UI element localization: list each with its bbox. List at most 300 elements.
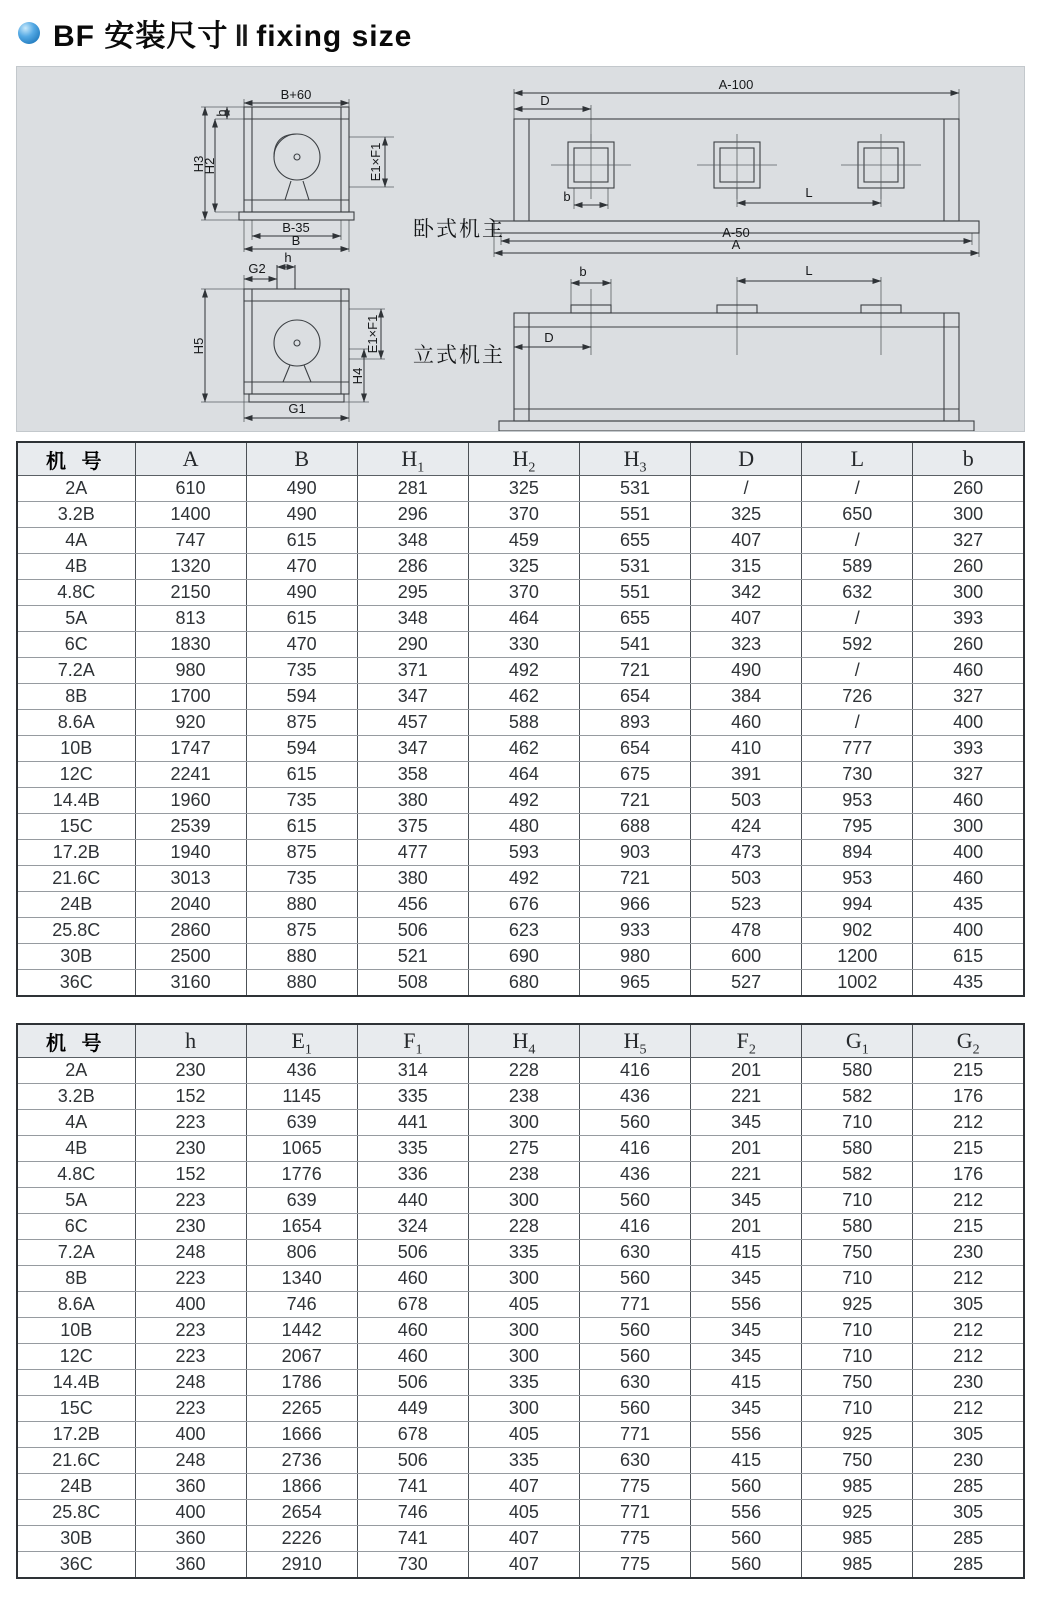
dimension-cell: 300 (468, 1110, 579, 1136)
dimension-cell: 201 (691, 1058, 802, 1084)
model-cell: 4B (17, 554, 135, 580)
dimension-cell: 360 (135, 1474, 246, 1500)
dimension-cell: 1320 (135, 554, 246, 580)
dimension-cell: 747 (135, 528, 246, 554)
dimension-cell: 615 (913, 944, 1024, 970)
dimension-cell: 212 (913, 1318, 1024, 1344)
dimension-cell: 300 (468, 1344, 579, 1370)
dimension-cell: 415 (691, 1240, 802, 1266)
dimension-cell: 2736 (246, 1448, 357, 1474)
table-row (17, 1370, 1024, 1396)
dimension-cell: 556 (691, 1500, 802, 1526)
dimension-cell: 556 (691, 1292, 802, 1318)
model-cell: 14.4B (17, 788, 135, 814)
dimension-cell: 407 (468, 1474, 579, 1500)
dimension-cell: 2500 (135, 944, 246, 970)
dimension-cell: 521 (357, 944, 468, 970)
dim-label-b-plus-60: B+60 (280, 87, 312, 102)
dimension-cell: 1700 (135, 684, 246, 710)
dimension-cell: 3013 (135, 866, 246, 892)
dimension-cell: 460 (357, 1266, 468, 1292)
dimension-cell: 305 (913, 1422, 1024, 1448)
model-cell: 8B (17, 684, 135, 710)
dimension-cell: / (802, 476, 913, 502)
dimension-cell: 410 (691, 736, 802, 762)
dimension-cell: 560 (580, 1344, 691, 1370)
horizontal-unit-label: 卧式机主 (413, 218, 505, 241)
dimension-cell: 460 (357, 1344, 468, 1370)
dimension-cell: 300 (913, 814, 1024, 840)
dimension-cell: 639 (246, 1188, 357, 1214)
dimension-cell: 771 (580, 1422, 691, 1448)
dimension-cell: 676 (468, 892, 579, 918)
dimension-cell: 580 (802, 1136, 913, 1162)
dimension-cell: 335 (468, 1448, 579, 1474)
table-row (17, 1188, 1024, 1214)
table-row (17, 1318, 1024, 1344)
dimension-cell: 735 (246, 658, 357, 684)
table-row (17, 892, 1024, 918)
dimension-cell: 327 (913, 762, 1024, 788)
dimension-cell: 985 (802, 1526, 913, 1552)
model-cell: 4B (17, 1136, 135, 1162)
dimension-cell: 980 (135, 658, 246, 684)
dimension-cell: 795 (802, 814, 913, 840)
dimension-cell: 588 (468, 710, 579, 736)
dimension-cell: / (802, 606, 913, 632)
table-row (17, 1162, 1024, 1188)
dimension-cell: 335 (468, 1240, 579, 1266)
table-row (17, 528, 1024, 554)
model-cell: 10B (17, 736, 135, 762)
dimension-cell: 416 (580, 1058, 691, 1084)
dimension-cell: 556 (691, 1422, 802, 1448)
model-cell: 15C (17, 1396, 135, 1422)
dimension-cell: 345 (691, 1396, 802, 1422)
table-row (17, 1240, 1024, 1266)
dimension-cell: 690 (468, 944, 579, 970)
dim-label-a-minus-100: A-100 (718, 77, 754, 92)
dimension-cell: 176 (913, 1084, 1024, 1110)
dimension-cell: 610 (135, 476, 246, 502)
table-row (17, 944, 1024, 970)
dimension-cell: 594 (246, 684, 357, 710)
table-row (17, 1422, 1024, 1448)
column-header: $H_1$ (357, 442, 468, 476)
dimension-cell: 492 (468, 788, 579, 814)
column-header: $E_1$ (246, 1024, 357, 1058)
dimension-cell: 348 (357, 606, 468, 632)
dimension-cell: 457 (357, 710, 468, 736)
dimension-cell: 1002 (802, 970, 913, 997)
dimension-cell: 2265 (246, 1396, 357, 1422)
dimension-cell: 400 (135, 1292, 246, 1318)
fixing-size-table-secondary-dimensions (16, 1023, 1025, 1579)
dimension-cell: 391 (691, 762, 802, 788)
dimension-cell: 260 (913, 476, 1024, 502)
dimension-cell: 248 (135, 1448, 246, 1474)
dimension-cell: 615 (246, 814, 357, 840)
dimension-cell: 407 (691, 528, 802, 554)
dim-label-l: L (805, 185, 813, 200)
dimension-cell: 460 (691, 710, 802, 736)
table-row (17, 970, 1024, 997)
dimension-cell: 305 (913, 1292, 1024, 1318)
model-cell: 6C (17, 1214, 135, 1240)
dimension-cell: 325 (691, 502, 802, 528)
dimension-cell: 721 (580, 788, 691, 814)
dimension-cell: 462 (468, 684, 579, 710)
dimension-cell: 152 (135, 1162, 246, 1188)
dimension-cell: 893 (580, 710, 691, 736)
vertical-unit-end-view-diagram (187, 251, 412, 431)
table-row (17, 1526, 1024, 1552)
column-header: $H_4$ (468, 1024, 579, 1058)
dimension-cell: 994 (802, 892, 913, 918)
dimension-cell: 894 (802, 840, 913, 866)
table-row (17, 1552, 1024, 1579)
dimension-cell: 300 (468, 1396, 579, 1422)
dimension-cell: 875 (246, 840, 357, 866)
dimension-cell: 405 (468, 1500, 579, 1526)
column-header: $H_5$ (580, 1024, 691, 1058)
dimension-cell: 375 (357, 814, 468, 840)
dimension-cell: 416 (580, 1136, 691, 1162)
model-cell: 12C (17, 762, 135, 788)
dim-label-e1xf1-vertical: E1×F1 (365, 314, 380, 354)
dimension-cell: 335 (468, 1370, 579, 1396)
dim-label-h5: H5 (191, 337, 206, 355)
dimension-cell: 201 (691, 1214, 802, 1240)
table-row (17, 606, 1024, 632)
dimension-cell: 407 (468, 1526, 579, 1552)
dimension-cell: 285 (913, 1526, 1024, 1552)
table-row (17, 684, 1024, 710)
blue-sphere-bullet-icon (18, 22, 40, 44)
dimension-cell: 592 (802, 632, 913, 658)
dimension-cell: / (802, 710, 913, 736)
dimension-cell: 639 (246, 1110, 357, 1136)
column-header: L (802, 442, 913, 476)
dimension-cell: 400 (135, 1500, 246, 1526)
dimension-cell: 300 (468, 1188, 579, 1214)
page-title-separator: ‖ (234, 20, 251, 53)
dimension-cell: 1960 (135, 788, 246, 814)
model-cell: 2A (17, 1058, 135, 1084)
dimension-cell: 903 (580, 840, 691, 866)
model-cell: 14.4B (17, 1370, 135, 1396)
model-cell: 5A (17, 606, 135, 632)
dimension-cell: 710 (802, 1188, 913, 1214)
vertical-unit-label: 立式机主 (413, 344, 505, 367)
table-row (17, 502, 1024, 528)
dimension-cell: 212 (913, 1396, 1024, 1422)
column-header: $H_2$ (468, 442, 579, 476)
table-row (17, 1110, 1024, 1136)
dimension-cell: 655 (580, 606, 691, 632)
dimension-cell: 456 (357, 892, 468, 918)
dimension-cell: 490 (246, 502, 357, 528)
dimension-cell: 506 (357, 1240, 468, 1266)
dimension-cell: 380 (357, 866, 468, 892)
dimension-cell: 560 (580, 1188, 691, 1214)
dimension-cell: 345 (691, 1188, 802, 1214)
dimension-cell: 400 (913, 840, 1024, 866)
dimension-cell: 436 (580, 1084, 691, 1110)
dimension-cell: 358 (357, 762, 468, 788)
dimension-cell: 370 (468, 580, 579, 606)
dimension-cell: 212 (913, 1266, 1024, 1292)
dimension-cell: 1747 (135, 736, 246, 762)
dimension-cell: 678 (357, 1422, 468, 1448)
table-row (17, 918, 1024, 944)
dimension-cell: 315 (691, 554, 802, 580)
dimension-cell: 630 (580, 1240, 691, 1266)
dimension-cell: 654 (580, 736, 691, 762)
dimension-cell: 582 (802, 1084, 913, 1110)
dimension-cell: 806 (246, 1240, 357, 1266)
dimension-cell: 477 (357, 840, 468, 866)
dimension-cell: 1654 (246, 1214, 357, 1240)
dimension-cell: 440 (357, 1188, 468, 1214)
dimension-cell: 560 (691, 1474, 802, 1500)
dimension-cell: 735 (246, 788, 357, 814)
table-row (17, 1344, 1024, 1370)
dimension-cell: 506 (357, 918, 468, 944)
dimension-cell: 902 (802, 918, 913, 944)
dimension-cell: 1200 (802, 944, 913, 970)
dimension-cell: 296 (357, 502, 468, 528)
dimension-cell: 370 (468, 502, 579, 528)
dimension-cell: 360 (135, 1552, 246, 1579)
dimension-cell: 675 (580, 762, 691, 788)
dim-label-b-small: b (563, 189, 571, 204)
dimension-cell: 630 (580, 1448, 691, 1474)
model-cell: 36C (17, 1552, 135, 1579)
dim-label-h4: H4 (350, 367, 365, 385)
dimension-cell: 721 (580, 658, 691, 684)
dim-label-d-vertical: D (544, 330, 554, 345)
dimension-cell: 710 (802, 1266, 913, 1292)
dimension-cell: 531 (580, 554, 691, 580)
dimension-cell: 464 (468, 762, 579, 788)
dimension-cell: 223 (135, 1344, 246, 1370)
dim-label-a-minus-50: A-50 (722, 225, 750, 240)
dimension-cell: 345 (691, 1110, 802, 1136)
table-row (17, 1500, 1024, 1526)
dimension-cell: 492 (468, 866, 579, 892)
dimension-cell: 221 (691, 1084, 802, 1110)
dimension-cell: 965 (580, 970, 691, 997)
dimension-cell: 230 (913, 1240, 1024, 1266)
dimension-cell: 746 (357, 1500, 468, 1526)
dimension-cell: 300 (913, 502, 1024, 528)
dimension-cell: 470 (246, 632, 357, 658)
dimension-cell: 480 (468, 814, 579, 840)
table-row (17, 814, 1024, 840)
dimension-cell: 632 (802, 580, 913, 606)
dimension-cell: 2241 (135, 762, 246, 788)
dimension-cell: 405 (468, 1292, 579, 1318)
dimension-cell: 880 (246, 944, 357, 970)
dimension-cell: 436 (246, 1058, 357, 1084)
dimension-cell: 966 (580, 892, 691, 918)
dim-label-h-vertical: h (284, 250, 292, 265)
dimension-cell: 393 (913, 736, 1024, 762)
table-row (17, 1136, 1024, 1162)
dimension-cell: 347 (357, 736, 468, 762)
dimension-cell: 710 (802, 1110, 913, 1136)
dimension-cell: 615 (246, 528, 357, 554)
dimension-cell: 1940 (135, 840, 246, 866)
model-cell: 36C (17, 970, 135, 997)
dimension-cell: 345 (691, 1266, 802, 1292)
table-row (17, 476, 1024, 502)
dimension-cell: 248 (135, 1370, 246, 1396)
model-cell: 25.8C (17, 918, 135, 944)
model-cell: 8.6A (17, 1292, 135, 1318)
dimension-cell: 215 (913, 1214, 1024, 1240)
dimension-cell: 360 (135, 1526, 246, 1552)
dimension-cell: 875 (246, 710, 357, 736)
dimension-cell: 985 (802, 1474, 913, 1500)
table-row (17, 632, 1024, 658)
dimension-cell: 260 (913, 554, 1024, 580)
dimension-cell: 460 (913, 866, 1024, 892)
dimension-cell: 920 (135, 710, 246, 736)
table-row (17, 1292, 1024, 1318)
dimension-cell: 541 (580, 632, 691, 658)
model-cell: 8B (17, 1266, 135, 1292)
dimension-cell: 424 (691, 814, 802, 840)
dimension-cell: 750 (802, 1370, 913, 1396)
dimension-cell: 300 (913, 580, 1024, 606)
dimension-cell: 342 (691, 580, 802, 606)
dimension-cell: 680 (468, 970, 579, 997)
dimension-cell: 560 (580, 1318, 691, 1344)
dimension-cell: 1145 (246, 1084, 357, 1110)
dimension-cell: 1776 (246, 1162, 357, 1188)
dimension-cell: 285 (913, 1552, 1024, 1579)
dimension-cell: 275 (468, 1136, 579, 1162)
dimension-cell: 460 (913, 658, 1024, 684)
model-cell: 4A (17, 1110, 135, 1136)
dimension-cell: 405 (468, 1422, 579, 1448)
dim-label-h3: H3 (191, 155, 206, 173)
page-title-en: fixing size (256, 20, 413, 53)
dimension-cell: 880 (246, 970, 357, 997)
dimension-cell: 449 (357, 1396, 468, 1422)
dimension-cell: 523 (691, 892, 802, 918)
model-cell: 21.6C (17, 1448, 135, 1474)
page-title-row (18, 12, 1025, 54)
dimension-cell: 875 (246, 918, 357, 944)
dimension-cell: 506 (357, 1448, 468, 1474)
dimension-cell: 527 (691, 970, 802, 997)
dimension-cell: 490 (246, 476, 357, 502)
dimension-cell: 726 (802, 684, 913, 710)
dimension-cell: 230 (135, 1058, 246, 1084)
dimension-cell: 435 (913, 892, 1024, 918)
model-cell: 5A (17, 1188, 135, 1214)
table-row (17, 736, 1024, 762)
dimension-cell: 223 (135, 1266, 246, 1292)
dimension-cell: 330 (468, 632, 579, 658)
dimension-cell: 710 (802, 1318, 913, 1344)
dimension-cell: 2040 (135, 892, 246, 918)
dimension-cell: 1340 (246, 1266, 357, 1292)
model-cell: 6C (17, 632, 135, 658)
dimension-cell: 345 (691, 1318, 802, 1344)
dimension-cell: 260 (913, 632, 1024, 658)
column-header: B (246, 442, 357, 476)
dimension-cell: 560 (691, 1552, 802, 1579)
model-cell: 3.2B (17, 502, 135, 528)
dimension-cell: 248 (135, 1240, 246, 1266)
dimension-cell: 775 (580, 1474, 691, 1500)
dimension-cell: 730 (357, 1552, 468, 1579)
dimension-cell: 325 (468, 476, 579, 502)
dimension-cell: 490 (691, 658, 802, 684)
dimension-cell: 615 (246, 762, 357, 788)
page-title (53, 11, 412, 55)
model-cell: 4.8C (17, 1162, 135, 1188)
dimension-cell: 985 (802, 1552, 913, 1579)
dimension-cell: 462 (468, 736, 579, 762)
dimension-cell: 2150 (135, 580, 246, 606)
column-header: h (135, 1024, 246, 1058)
model-cell: 21.6C (17, 866, 135, 892)
dimension-cell: 201 (691, 1136, 802, 1162)
dim-label-a: A (731, 237, 741, 252)
dimension-cell: 223 (135, 1396, 246, 1422)
dimension-cell: 2539 (135, 814, 246, 840)
dimension-cell: 1666 (246, 1422, 357, 1448)
dimension-cell: 1400 (135, 502, 246, 528)
dimension-cell: 980 (580, 944, 691, 970)
dimension-cell: 223 (135, 1188, 246, 1214)
dimension-cell: 459 (468, 528, 579, 554)
dimension-cell: 655 (580, 528, 691, 554)
dimension-cell: 285 (913, 1474, 1024, 1500)
dimension-cell: 490 (246, 580, 357, 606)
dimension-cell: 290 (357, 632, 468, 658)
dimension-cell: 478 (691, 918, 802, 944)
dim-label-b-cap: B (291, 233, 301, 248)
dimension-cell: 813 (135, 606, 246, 632)
dimension-cell: 215 (913, 1136, 1024, 1162)
dim-label-d: D (540, 93, 550, 108)
table-row (17, 1448, 1024, 1474)
dimension-cell: 615 (246, 606, 357, 632)
dimension-cell: 2654 (246, 1500, 357, 1526)
dimension-cell: 435 (913, 970, 1024, 997)
dim-label-g1: G1 (288, 401, 306, 416)
dimension-cell: 400 (913, 710, 1024, 736)
model-cell: 17.2B (17, 840, 135, 866)
column-header: D (691, 442, 802, 476)
dimension-cell: 925 (802, 1292, 913, 1318)
dimension-cell: 2226 (246, 1526, 357, 1552)
dimension-cell: 407 (691, 606, 802, 632)
dimension-cell: 327 (913, 684, 1024, 710)
model-cell: 24B (17, 1474, 135, 1500)
dimension-cell: 1065 (246, 1136, 357, 1162)
dimension-cell: 464 (468, 606, 579, 632)
dimension-cell: 323 (691, 632, 802, 658)
model-cell: 17.2B (17, 1422, 135, 1448)
dimension-cell: 212 (913, 1344, 1024, 1370)
